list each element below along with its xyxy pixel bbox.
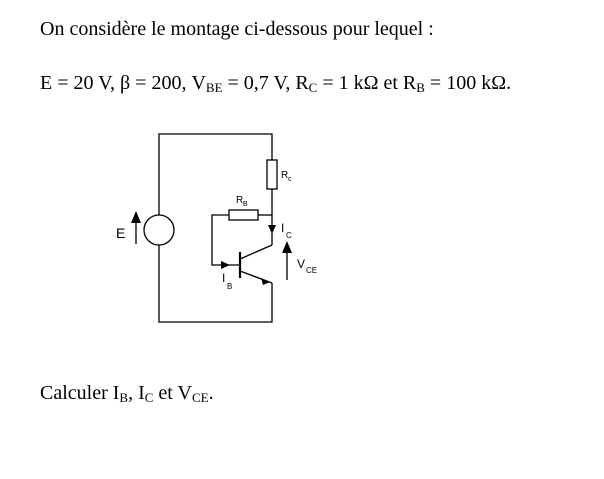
rb-label: R [236, 195, 244, 206]
vce-label-sub: CE [306, 266, 318, 275]
question-prefix: Calculer I [40, 382, 120, 404]
question-ib-sub: B [119, 390, 129, 405]
voltage-source-icon [144, 215, 174, 245]
ic-label-sub: C [286, 231, 292, 240]
rc-subscript: C [308, 80, 318, 95]
ib-label: I [222, 271, 226, 285]
vce-arrowhead-icon [282, 241, 292, 253]
intro-text: On considère le montage ci-dessous pour lequel : [40, 18, 434, 40]
e-arrowhead-icon [131, 211, 141, 223]
emitter-arrowhead-icon [261, 278, 270, 285]
wire-bottom [159, 245, 272, 322]
ic-arrowhead-icon [268, 225, 276, 234]
question-suffix: . [208, 382, 214, 404]
rc-label-sub: c [288, 176, 292, 183]
given-E: E = 20 V, [40, 72, 120, 94]
question-mid1: , I [128, 382, 145, 404]
given-vbe-value: = 0,7 V, R [222, 72, 309, 94]
vbe-subscript: BE [205, 80, 223, 95]
vce-label: V [297, 257, 306, 271]
rb-subscript: B [416, 80, 425, 95]
rb-resistor [229, 210, 258, 220]
ib-arrowhead-icon [221, 261, 230, 269]
source-label: E [116, 225, 126, 241]
given-beta-vbe: β = 200, V [120, 72, 206, 94]
wire-rb-left [212, 215, 240, 265]
rc-label: R [281, 170, 289, 181]
given-rb-value: = 100 kΩ. [424, 72, 512, 94]
question-ic-sub: C [144, 390, 154, 405]
question-text [40, 382, 214, 405]
question-vce-sub: CE [191, 390, 209, 405]
ic-label: I [281, 221, 285, 235]
transistor-collector [240, 245, 272, 259]
given-rc-value: = 1 kΩ et R [317, 72, 417, 94]
rb-label-sub: B [243, 201, 248, 208]
wire-top [159, 134, 272, 215]
question-mid2: et V [153, 382, 192, 404]
rc-resistor [267, 160, 277, 189]
ib-label-sub: B [227, 282, 233, 291]
